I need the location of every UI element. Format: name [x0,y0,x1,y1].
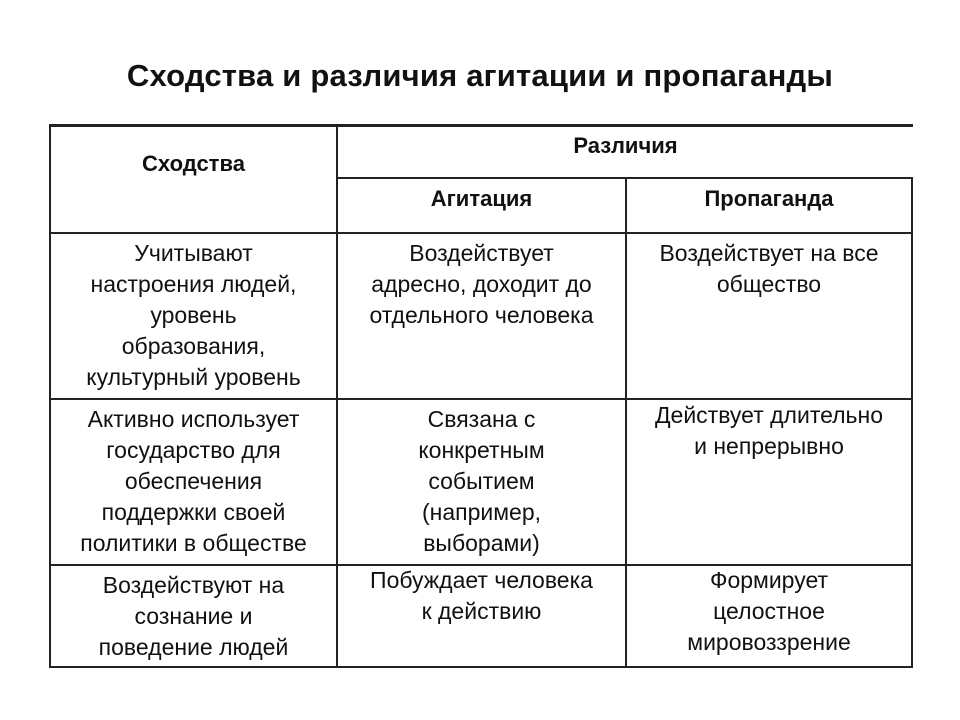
header-agitation: Агитация [430,186,533,211]
comparison-table [49,124,913,668]
header-differences: Различия [573,133,678,158]
row2-propaganda: Действует длительно и непрерывно [654,402,884,459]
row1-agitation: Воздействует адресно, доходит до отдельного человека [369,240,594,328]
row1-similarities: Учитывают настроения людей, уровень образования, культурный уровень [86,240,301,390]
header-propaganda: Пропаганда [704,186,834,211]
table-border-bottom [49,666,913,668]
table-border-right [911,177,913,668]
row1-propaganda: Воздействует на все общество [659,240,879,297]
header-similarities: Сходства [142,151,245,176]
page-title: Сходства и различия агитации и пропаганды [126,58,834,93]
header-bottom-divider [49,232,913,234]
row2-agitation: Связана с конкретным событием (например, выборами) [418,406,545,556]
row3-similarities: Воздействуют на сознание и поведение людей [98,572,289,660]
table-border-top [49,124,913,127]
row3-agitation: Побуждает человека к действию [370,567,593,624]
row2-similarities: Активно использует государство для обеспечения поддержки своей политики в обществе [80,406,307,556]
row3-propaganda: Формирует целостное мировоззрение [687,567,851,655]
